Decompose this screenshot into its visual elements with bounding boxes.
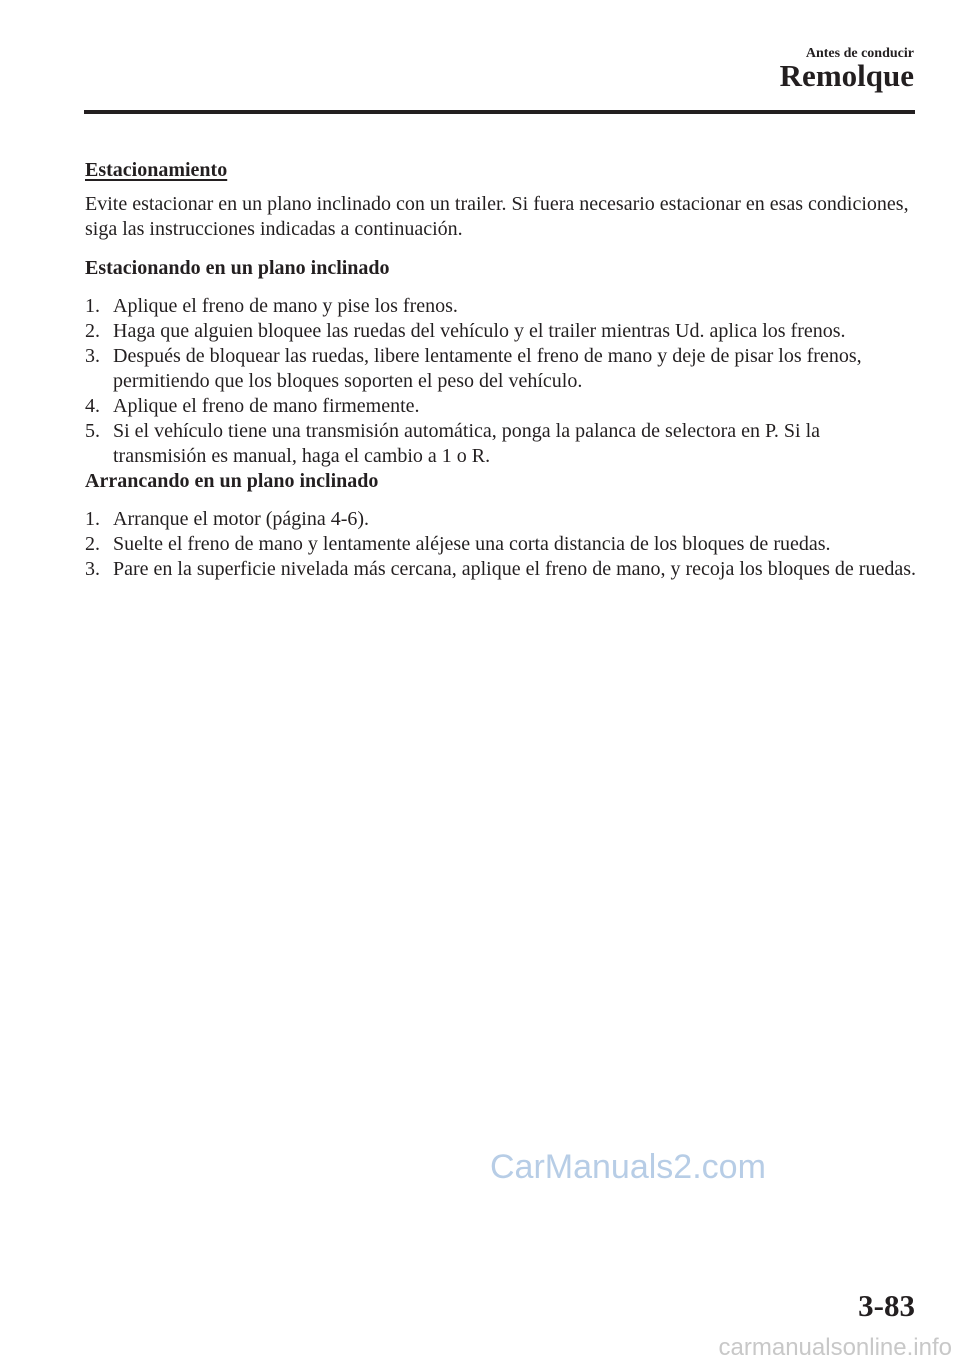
step-text: Suelte el freno de mano y lentamente aléjese una corta distancia de los bloques de ruedas. — [113, 533, 831, 555]
step-number: 1. — [85, 508, 100, 530]
list-item — [85, 507, 917, 532]
step-text: Pare en la superficie nivelada más cercana, aplique el freno de mano, y recoja los bloques de ruedas. — [113, 558, 916, 580]
watermark-logo: CarManuals2.com — [490, 1148, 766, 1186]
step-text: Aplique el freno de mano firmemente. — [113, 395, 420, 417]
list-item — [85, 344, 917, 394]
header-divider — [84, 110, 915, 114]
list-item — [85, 319, 917, 344]
page-body — [85, 158, 917, 582]
footer-watermark: carmanualsonline.info — [718, 1334, 952, 1361]
parking-subheading: Estacionando en un plano inclinado — [85, 257, 390, 279]
list-item — [85, 394, 917, 419]
running-header-section: Antes de conducir — [805, 46, 914, 61]
intro-paragraph: Evite estacionar en un plano inclinado con un trailer. Si fuera necesario estacionar en esas condiciones, siga las instrucciones indicadas a continuación. — [85, 193, 909, 240]
list-item — [85, 532, 917, 557]
step-text: Haga que alguien bloquee las ruedas del vehículo y el trailer mientras Ud. aplica los frenos. — [113, 320, 846, 342]
running-header-title: Remolque — [779, 58, 914, 93]
starting-subheading: Arrancando en un plano inclinado — [85, 470, 379, 492]
list-item — [85, 557, 917, 582]
list-item — [85, 419, 917, 469]
step-number: 5. — [85, 420, 100, 442]
step-number: 1. — [85, 295, 100, 317]
step-text: Después de bloquear las ruedas, libere lentamente el freno de mano y deje de pisar los frenos, permitiendo que los bloques soporten el peso del vehículo. — [113, 345, 862, 392]
parking-steps-list — [85, 294, 917, 469]
step-number: 3. — [85, 558, 100, 580]
section-heading: Estacionamiento — [85, 159, 228, 181]
step-number: 2. — [85, 320, 100, 342]
step-number: 4. — [85, 395, 100, 417]
list-item — [85, 294, 917, 319]
starting-steps-list — [85, 507, 917, 582]
page-number: 3-83 — [858, 1288, 915, 1323]
step-number: 2. — [85, 533, 100, 555]
step-text: Aplique el freno de mano y pise los frenos. — [113, 295, 458, 317]
step-number: 3. — [85, 345, 100, 367]
step-text: Arranque el motor (página 4-6). — [113, 508, 370, 530]
step-text: Si el vehículo tiene una transmisión automática, ponga la palanca de selectora en P. Si la transmisión es manual, haga el cambio a 1 o R. — [113, 420, 821, 467]
